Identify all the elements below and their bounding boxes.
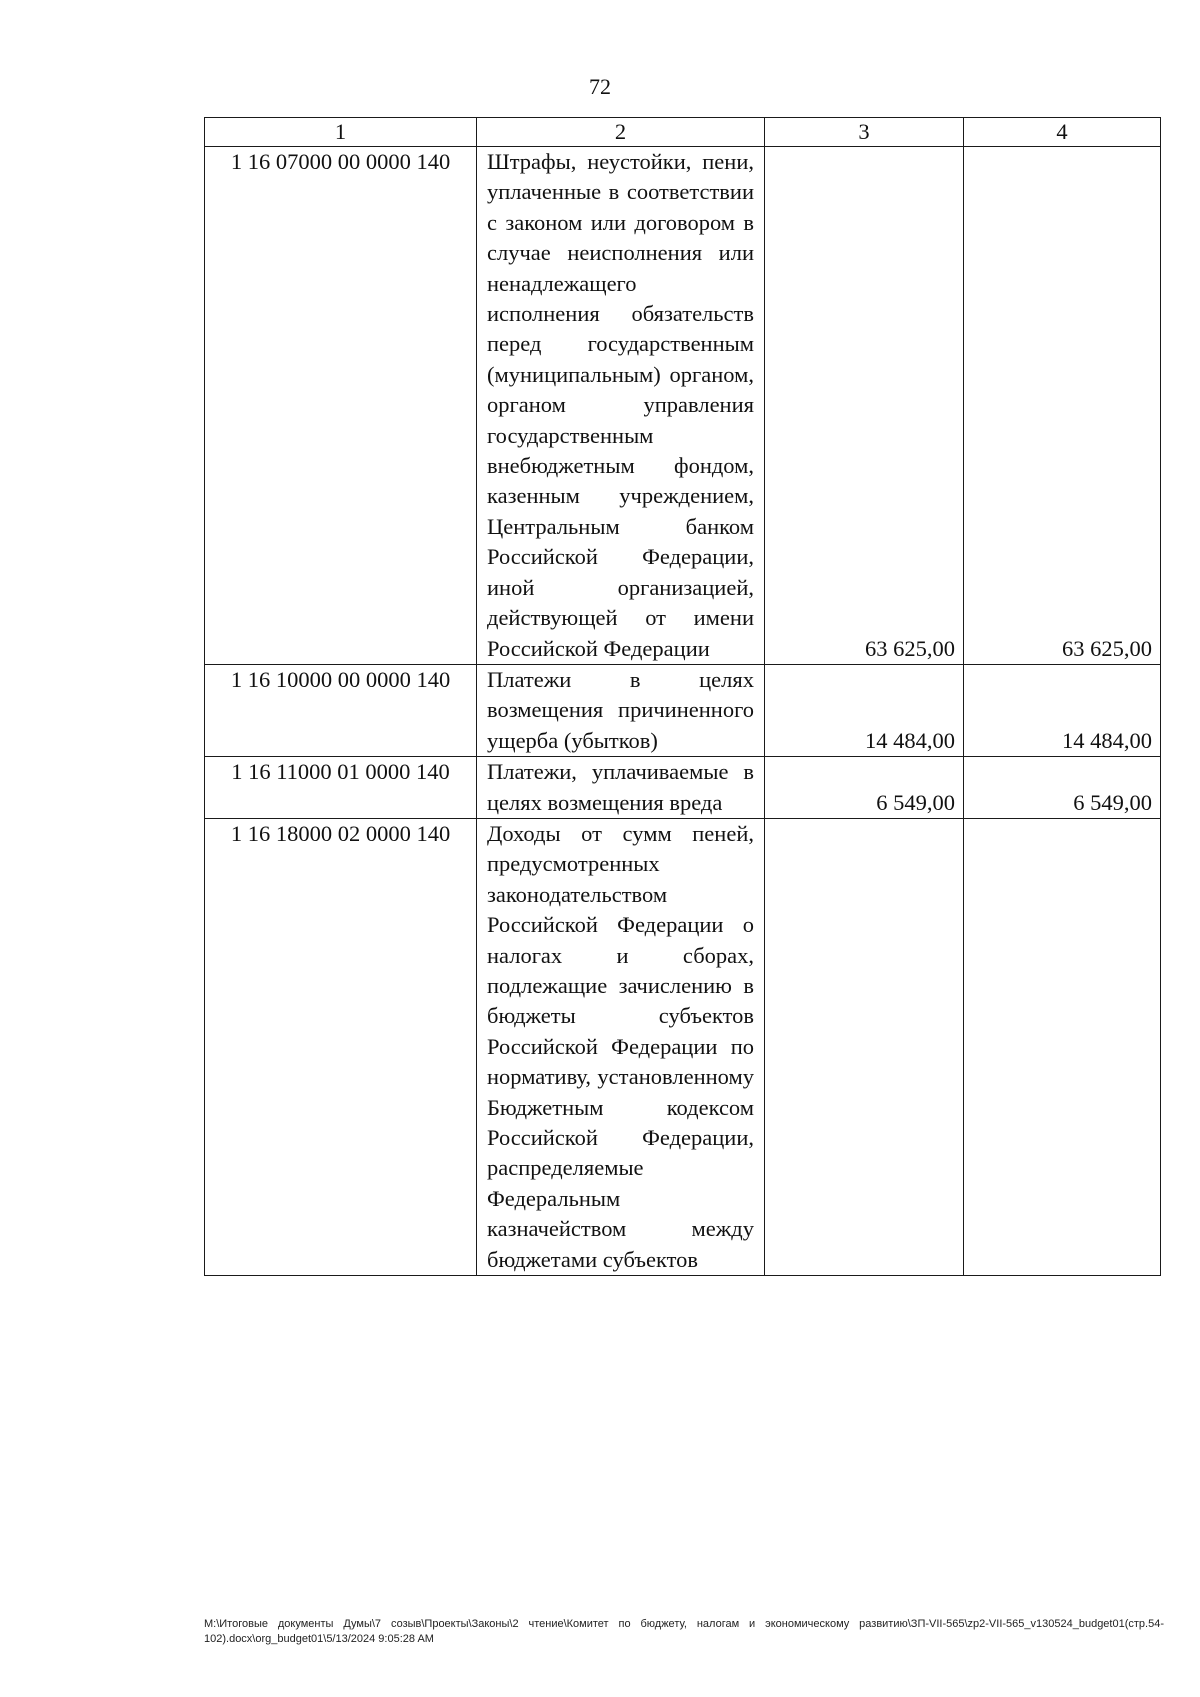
amount-column-3 xyxy=(765,818,964,1275)
table-row xyxy=(205,757,1161,819)
document-file-path: M:\Итоговые документы Думы\7 созыв\Проекты\Законы\2 чтение\Комитет по бюджету, налогам и экономическому развитию\ЗП-VII-565\zp2-VII-565_v130524_budget01(стр.54-102).docx\org_budget01\5/13/2024 9:05:28 AM xyxy=(204,1618,1164,1645)
income-code: 1 16 18000 02 0000 140 xyxy=(205,818,477,1275)
column-header-4: 4 xyxy=(964,118,1161,147)
amount-column-4: 6 549,00 xyxy=(964,757,1161,819)
table-header-row xyxy=(205,118,1161,147)
column-header-3: 3 xyxy=(765,118,964,147)
amount-column-4: 14 484,00 xyxy=(964,664,1161,756)
page-number: 72 xyxy=(589,74,611,99)
amount-column-3: 6 549,00 xyxy=(765,757,964,819)
table-row xyxy=(205,664,1161,756)
column-header-2: 2 xyxy=(477,118,765,147)
income-code: 1 16 10000 00 0000 140 xyxy=(205,664,477,756)
amount-column-3: 14 484,00 xyxy=(765,664,964,756)
income-name: Штрафы, неустойки, пени, уплаченные в соответствии с законом или договором в случае неисполнения или ненадлежащего исполнения обязательств перед государственным (муниципальным) органом, органом управления государственным внебюджетным фондом, казенным учреждением, Центральным банком Российской Федерации, иной организацией, действующей от имени Российской Федерации xyxy=(477,147,765,665)
income-name: Доходы от сумм пеней, предусмотренных законодательством Российской Федерации о налогах и сборах, подлежащие зачислению в бюджеты субъектов Российской Федерации по нормативу, установленному Бюджетным кодексом Российской Федерации, распределяемые Федеральным казначейством между бюджетами субъектов xyxy=(477,818,765,1275)
budget-table xyxy=(204,117,1161,1276)
amount-column-4: 63 625,00 xyxy=(964,147,1161,665)
income-name: Платежи, уплачиваемые в целях возмещения вреда xyxy=(477,757,765,819)
column-header-1: 1 xyxy=(205,118,477,147)
income-code: 1 16 11000 01 0000 140 xyxy=(205,757,477,819)
table-row xyxy=(205,818,1161,1275)
income-code: 1 16 07000 00 0000 140 xyxy=(205,147,477,665)
table-row xyxy=(205,147,1161,665)
amount-column-4 xyxy=(964,818,1161,1275)
amount-column-3: 63 625,00 xyxy=(765,147,964,665)
income-name: Платежи в целях возмещения причиненного ущерба (убытков) xyxy=(477,664,765,756)
